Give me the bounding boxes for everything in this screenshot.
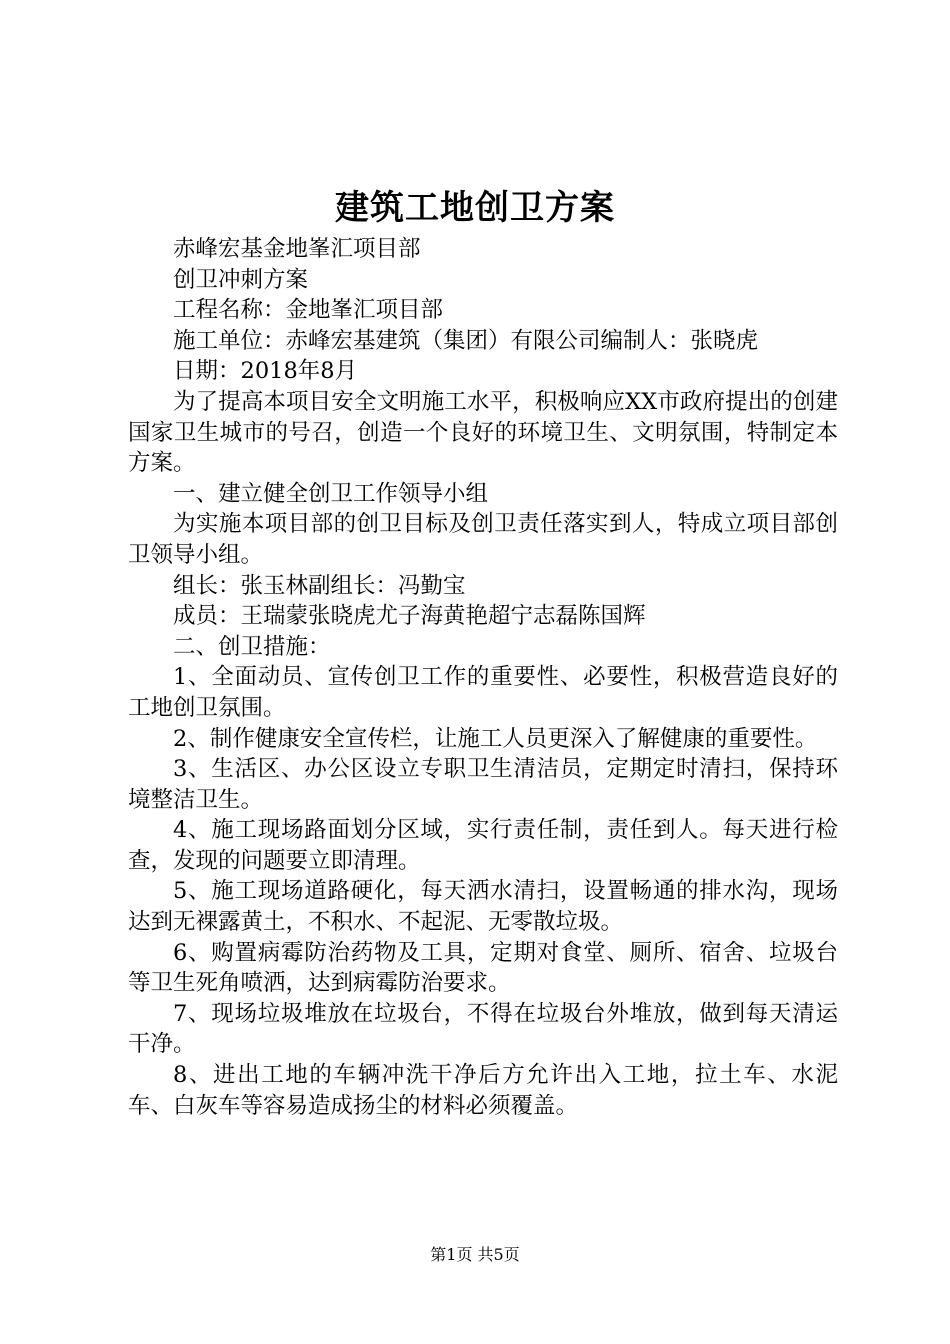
- document-title: 建筑工地创卫方案: [335, 188, 615, 228]
- paragraph-project-department: 赤峰宏基金地峯汇项目部: [173, 236, 421, 262]
- measure-item-2: 2、制作健康安全宣传栏，让施工人员更深入了解健康的重要性。: [173, 725, 818, 752]
- paragraph-group-purpose: 为实施本项目部的创卫目标及创卫责任落实到人，特成立项目部创卫领导小组。: [128, 511, 838, 568]
- document-body: [128, 234, 838, 1121]
- section-heading-2: 二、创卫措施：: [173, 633, 331, 660]
- section-heading-1: 一、建立健全创卫工作领导小组: [173, 480, 489, 507]
- paragraph-group-leaders: 组长：张玉林副组长：冯勤宝: [173, 572, 466, 599]
- measure-item-8: 8、进出工地的车辆冲洗干净后方允许出入工地，拉土车、水泥车、白灰车等容易造成扬尘的材料必须覆盖。: [128, 1062, 838, 1119]
- measure-item-7: 7、现场垃圾堆放在垃圾台，不得在垃圾台外堆放，做到每天清运干净。: [128, 1000, 838, 1058]
- measure-item-6: 6、购置病霉防治药物及工具，定期对食堂、厕所、宿舍、垃圾台等卫生死角喷洒，达到病霉防治要求。: [128, 939, 838, 997]
- paragraph-group-members: 成员：王瑞蒙张晓虎尤子海黄艳超宁志磊陈国辉: [173, 603, 646, 630]
- measure-item-1: 1、全面动员、宣传创卫工作的重要性、必要性，积极营造良好的工地创卫氛围。: [128, 664, 838, 721]
- paragraph-date: 日期：2018年8月: [173, 358, 358, 385]
- measure-item-3: 3、生活区、办公区设立专职卫生清洁员，定期定时清扫，保持环境整洁卫生。: [128, 756, 838, 813]
- paragraph-project-name: 工程名称：金地峯汇项目部: [173, 297, 444, 324]
- measure-item-4: 4、施工现场路面划分区域，实行责任制，责任到人。每天进行检查，发现的问题要立即清理。: [128, 817, 838, 874]
- paragraph-construction-unit: 施工单位：赤峰宏基建筑（集团）有限公司编制人：张晓虎: [173, 327, 759, 354]
- paragraph-plan-name: 创卫冲刺方案: [173, 266, 309, 293]
- measure-item-5: 5、施工现场道路硬化，每天洒水清扫，设置畅通的排水沟，现场达到无裸露黄土，不积水、不起泥、无零散垃圾。: [128, 878, 838, 936]
- paragraph-intro: 为了提高本项目安全文明施工水平，积极响应XX市政府提出的创建国家卫生城市的号召，创造一个良好的环境卫生、文明氛围，特制定本方案。: [128, 388, 838, 477]
- page-number-footer: 第1页 共5页: [430, 1245, 520, 1264]
